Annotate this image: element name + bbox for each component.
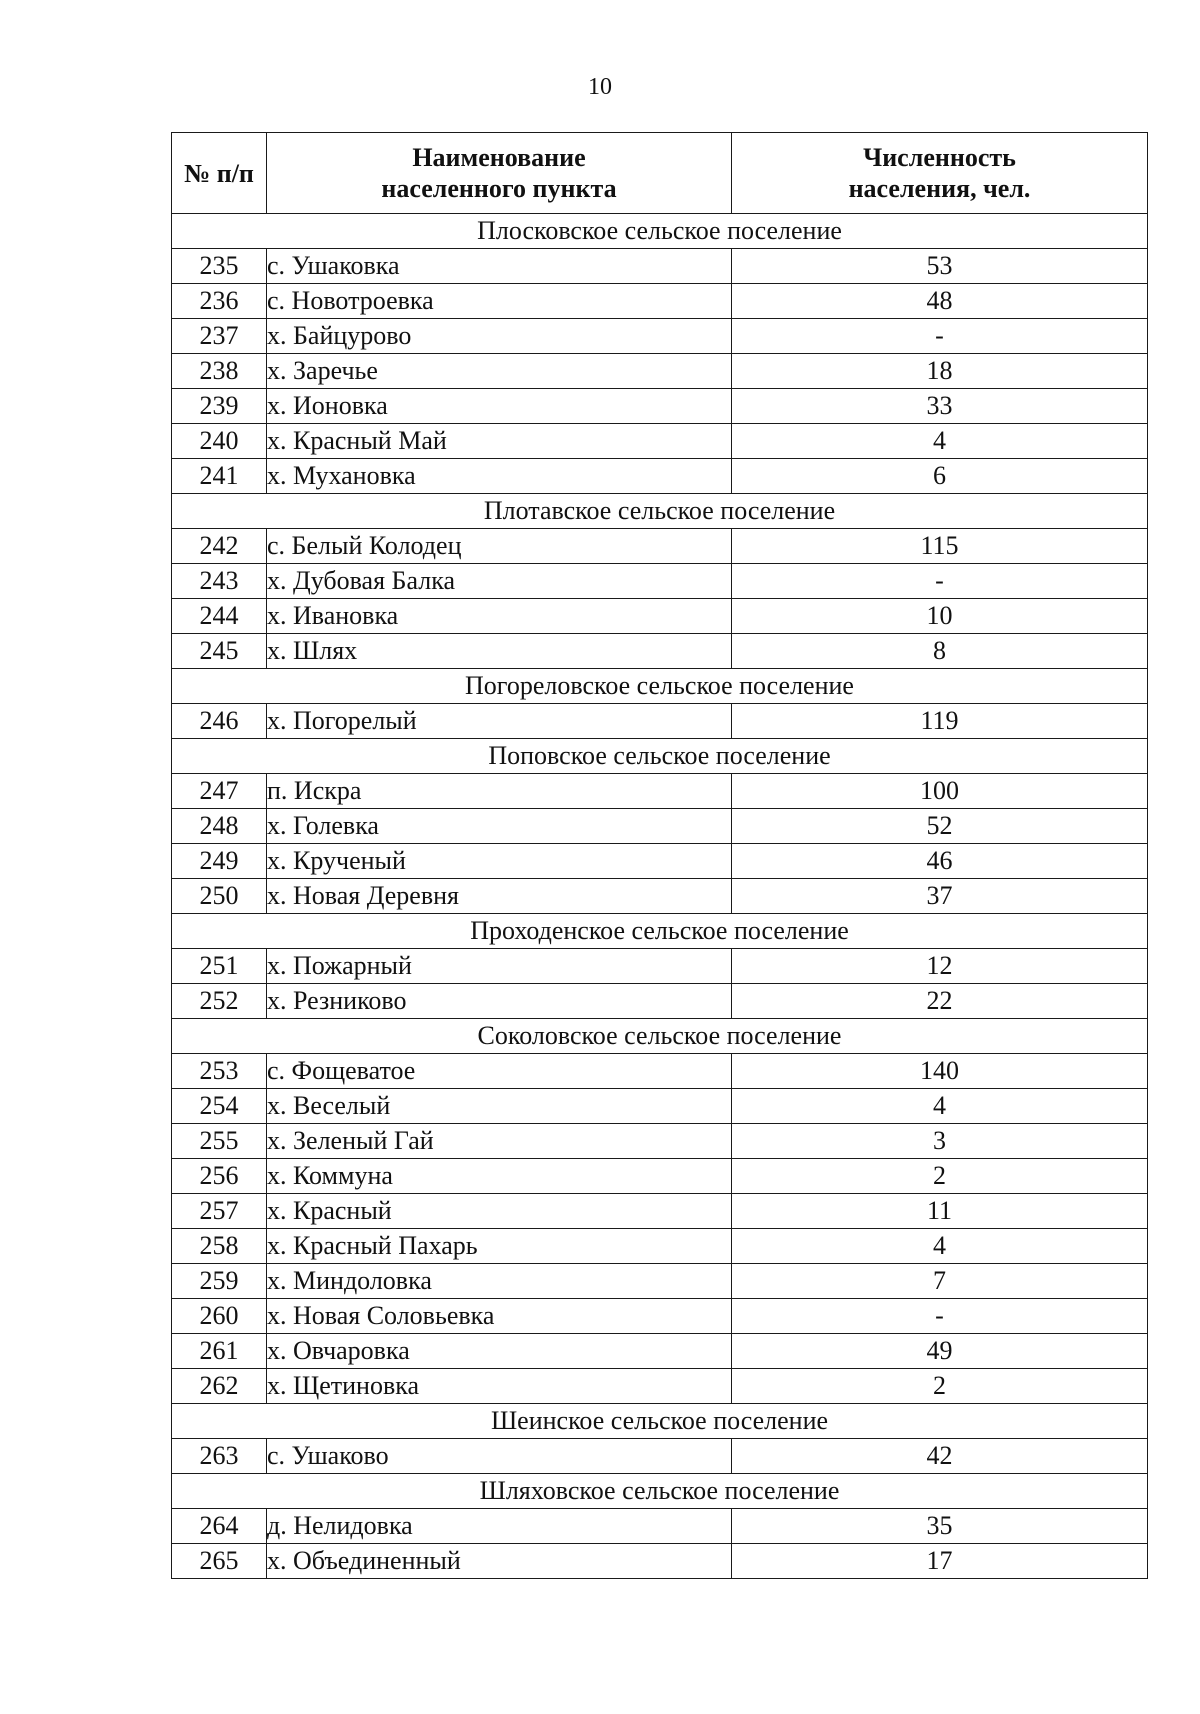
row-number: 257 <box>172 1194 267 1229</box>
table-body <box>172 214 1148 1579</box>
header-name <box>267 133 732 214</box>
group-row <box>172 1474 1148 1509</box>
population-value: 4 <box>732 424 1148 459</box>
settlement-name: х. Миндоловка <box>267 1264 732 1299</box>
population-value: 4 <box>732 1089 1148 1124</box>
row-number: 237 <box>172 319 267 354</box>
table-row <box>172 529 1148 564</box>
table-row <box>172 249 1148 284</box>
row-number: 242 <box>172 529 267 564</box>
population-value: 100 <box>732 774 1148 809</box>
settlement-name: х. Красный <box>267 1194 732 1229</box>
row-number: 241 <box>172 459 267 494</box>
table-row <box>172 389 1148 424</box>
table-row <box>172 1544 1148 1579</box>
group-row <box>172 494 1148 529</box>
population-value: 46 <box>732 844 1148 879</box>
table-row <box>172 354 1148 389</box>
table-row <box>172 564 1148 599</box>
settlement-name: х. Красный Пахарь <box>267 1229 732 1264</box>
settlement-group-title: Плотавское сельское поселение <box>172 494 1148 529</box>
row-number: 239 <box>172 389 267 424</box>
row-number: 240 <box>172 424 267 459</box>
header-row <box>172 133 1148 214</box>
table-row <box>172 1159 1148 1194</box>
population-value: 52 <box>732 809 1148 844</box>
population-value: 115 <box>732 529 1148 564</box>
population-value: 18 <box>732 354 1148 389</box>
population-value: 48 <box>732 284 1148 319</box>
population-value: 49 <box>732 1334 1148 1369</box>
settlement-name: х. Новая Соловьевка <box>267 1299 732 1334</box>
settlement-name: х. Зеленый Гай <box>267 1124 732 1159</box>
row-number: 249 <box>172 844 267 879</box>
header-name-line1: Наименование <box>412 143 586 172</box>
population-value: 37 <box>732 879 1148 914</box>
header-population-line1: Численность <box>863 143 1016 172</box>
settlement-name: х. Объединенный <box>267 1544 732 1579</box>
page-number: 10 <box>588 74 612 100</box>
table-row <box>172 704 1148 739</box>
population-value: 119 <box>732 704 1148 739</box>
row-number: 254 <box>172 1089 267 1124</box>
row-number: 244 <box>172 599 267 634</box>
population-value: - <box>732 319 1148 354</box>
settlement-name: х. Веселый <box>267 1089 732 1124</box>
table-row <box>172 424 1148 459</box>
table-row <box>172 844 1148 879</box>
population-value: 12 <box>732 949 1148 984</box>
table-row <box>172 809 1148 844</box>
row-number: 255 <box>172 1124 267 1159</box>
population-value: 53 <box>732 249 1148 284</box>
row-number: 248 <box>172 809 267 844</box>
population-value: 17 <box>732 1544 1148 1579</box>
settlement-name: х. Заречье <box>267 354 732 389</box>
population-value: - <box>732 564 1148 599</box>
row-number: 258 <box>172 1229 267 1264</box>
settlement-name: с. Новотроевка <box>267 284 732 319</box>
header-population-line2: населения, чел. <box>848 174 1031 203</box>
table-row <box>172 1439 1148 1474</box>
row-number: 243 <box>172 564 267 599</box>
row-number: 256 <box>172 1159 267 1194</box>
table-row <box>172 319 1148 354</box>
population-value: 22 <box>732 984 1148 1019</box>
group-row <box>172 669 1148 704</box>
settlement-name: х. Дубовая Балка <box>267 564 732 599</box>
row-number: 247 <box>172 774 267 809</box>
table-row <box>172 1369 1148 1404</box>
population-value: 4 <box>732 1229 1148 1264</box>
row-number: 260 <box>172 1299 267 1334</box>
header-population <box>732 133 1148 214</box>
population-value: 10 <box>732 599 1148 634</box>
table-row <box>172 1299 1148 1334</box>
table-header <box>172 133 1148 214</box>
settlement-name: п. Искра <box>267 774 732 809</box>
settlements-table <box>171 132 1148 1579</box>
settlement-name: х. Ионовка <box>267 389 732 424</box>
settlement-name: д. Нелидовка <box>267 1509 732 1544</box>
population-value: 33 <box>732 389 1148 424</box>
table-row <box>172 1334 1148 1369</box>
row-number: 251 <box>172 949 267 984</box>
header-name-line2: населенного пункта <box>381 174 617 203</box>
settlement-name: х. Погорелый <box>267 704 732 739</box>
settlement-name: х. Овчаровка <box>267 1334 732 1369</box>
settlement-name: с. Ушаково <box>267 1439 732 1474</box>
settlement-group-title: Соколовское сельское поселение <box>172 1019 1148 1054</box>
table-row <box>172 459 1148 494</box>
header-number: № п/п <box>172 133 267 214</box>
row-number: 252 <box>172 984 267 1019</box>
population-value: 7 <box>732 1264 1148 1299</box>
row-number: 250 <box>172 879 267 914</box>
row-number: 264 <box>172 1509 267 1544</box>
settlement-name: х. Мухановка <box>267 459 732 494</box>
settlement-name: с. Фощеватое <box>267 1054 732 1089</box>
settlement-name: с. Белый Колодец <box>267 529 732 564</box>
settlement-name: х. Шлях <box>267 634 732 669</box>
table-row <box>172 1089 1148 1124</box>
group-row <box>172 739 1148 774</box>
table-row <box>172 599 1148 634</box>
settlement-group-title: Поповское сельское поселение <box>172 739 1148 774</box>
table-row <box>172 1124 1148 1159</box>
population-value: 42 <box>732 1439 1148 1474</box>
settlement-group-title: Шляховское сельское поселение <box>172 1474 1148 1509</box>
group-row <box>172 214 1148 249</box>
row-number: 265 <box>172 1544 267 1579</box>
settlement-name: х. Щетиновка <box>267 1369 732 1404</box>
table-row <box>172 879 1148 914</box>
table-row <box>172 949 1148 984</box>
settlement-name: х. Байцурово <box>267 319 732 354</box>
table-row <box>172 634 1148 669</box>
table-row <box>172 1229 1148 1264</box>
row-number: 246 <box>172 704 267 739</box>
settlement-name: х. Резниково <box>267 984 732 1019</box>
table-row <box>172 1509 1148 1544</box>
settlement-group-title: Проходенское сельское поселение <box>172 914 1148 949</box>
row-number: 238 <box>172 354 267 389</box>
group-row <box>172 914 1148 949</box>
table-row <box>172 1264 1148 1299</box>
settlement-name: х. Коммуна <box>267 1159 732 1194</box>
row-number: 245 <box>172 634 267 669</box>
settlement-name: х. Новая Деревня <box>267 879 732 914</box>
row-number: 253 <box>172 1054 267 1089</box>
population-value: 2 <box>732 1369 1148 1404</box>
table-row <box>172 774 1148 809</box>
population-value: 35 <box>732 1509 1148 1544</box>
settlement-name: х. Красный Май <box>267 424 732 459</box>
population-value: 6 <box>732 459 1148 494</box>
table-row <box>172 1194 1148 1229</box>
settlement-name: х. Крученый <box>267 844 732 879</box>
population-value: 3 <box>732 1124 1148 1159</box>
settlement-group-title: Плосковское сельское поселение <box>172 214 1148 249</box>
population-value: 2 <box>732 1159 1148 1194</box>
row-number: 236 <box>172 284 267 319</box>
table-row <box>172 284 1148 319</box>
table-row <box>172 984 1148 1019</box>
group-row <box>172 1019 1148 1054</box>
row-number: 235 <box>172 249 267 284</box>
settlement-name: х. Пожарный <box>267 949 732 984</box>
settlement-name: х. Голевка <box>267 809 732 844</box>
table-row <box>172 1054 1148 1089</box>
population-value: 11 <box>732 1194 1148 1229</box>
settlement-group-title: Погореловское сельское поселение <box>172 669 1148 704</box>
row-number: 263 <box>172 1439 267 1474</box>
group-row <box>172 1404 1148 1439</box>
population-value: 8 <box>732 634 1148 669</box>
row-number: 261 <box>172 1334 267 1369</box>
settlement-name: с. Ушаковка <box>267 249 732 284</box>
population-value: 140 <box>732 1054 1148 1089</box>
settlement-group-title: Шеинское сельское поселение <box>172 1404 1148 1439</box>
row-number: 259 <box>172 1264 267 1299</box>
population-value: - <box>732 1299 1148 1334</box>
row-number: 262 <box>172 1369 267 1404</box>
settlement-name: х. Ивановка <box>267 599 732 634</box>
